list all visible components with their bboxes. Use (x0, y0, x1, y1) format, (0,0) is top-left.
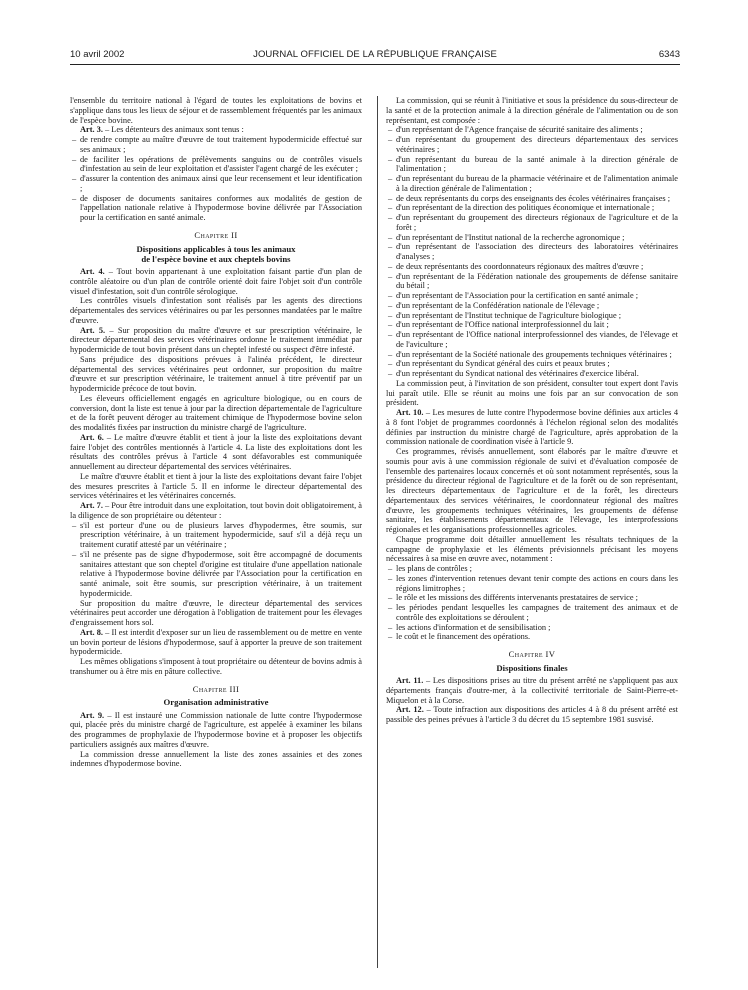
article-10-list (386, 564, 678, 642)
article-7 (70, 501, 362, 521)
list-item: – le rôle et les missions des différents intervenants prestataires de service ; (388, 593, 638, 603)
list-item: – d'un représentant de l'Office national interprofessionnel des viandes, de l'élevage et de l'aviculture ; (388, 330, 678, 349)
article-label: Art. 6. (80, 432, 104, 442)
article-text: – Toute infraction aux dispositions des articles 4 à 8 du présent arrêté est passible des peines prévues à l'article 3 du décret du 15 septembre 1981 susvisé. (386, 705, 678, 725)
paragraph: Le maître d'œuvre établit et tient à jour la liste des exploitations devant faire l'objet des mesures prescrites à l'article 5. Il en informe le directeur départemental des services vétérinaires et les vétérinaires concernés. (70, 471, 362, 501)
page-header (70, 49, 680, 63)
list-item: – d'un représentant du bureau de la santé animale à la direction générale de l'alimentation ; (388, 154, 678, 174)
chapter-heading: Chapitre IV (508, 649, 556, 659)
list-item: – d'un représentant du groupement des directeurs départementaux des services vétérinaires ; (388, 135, 678, 154)
list-item: – les actions d'information et de sensibilisation ; (388, 622, 551, 632)
article-label: Art. 10. (396, 408, 424, 417)
paragraph: Ces programmes, révisés annuellement, sont élaborés par le maître d'œuvre et soumis pour avis à une commission régionale de suivi et d'évaluation composée de l'ensemble des partenaires locaux concernés et où sont notamment représentés, sous la présidence du directeur régional de l'agriculture et de la forêt ou de son représentant, les directeurs départementaux de l'agriculture et de la forêt, les directeurs départementaux des services vétérinaires, le coordonnateur régional des maîtres d'œuvre, les groupements techniques vétérinaires, les groupements de défense sanitaire, les établissements départementaux de l'élevage, les interprofessions régionales et les organisations professionnelles agricoles. (386, 447, 678, 534)
page-number: 6343 (658, 49, 680, 60)
intro-paragraph: l'ensemble du territoire national à l'égard de toutes les exploitations de bovins et s'applique dans tous les lieux de séjour et de rassemblement fréquentés par les animaux de l'espèce bovine. (70, 96, 362, 125)
article-text: – Les détenteurs des animaux sont tenus : (102, 125, 244, 135)
paragraph: Chaque programme doit détailler annuellement les résultats techniques de la campagne de prophylaxie et les éléments prévisionnels précisant les moyens nécessaires à sa mise en œuvre avec, notamment : (386, 534, 678, 564)
list-item: – d'assurer la contention des animaux ainsi que leur recensement et leur identification ; (72, 174, 362, 193)
paragraph: Sur proposition du maître d'œuvre, le directeur départemental des services vétérinaires peut accorder une dérogation à l'obligation de traitement pour les élevages d'engraissement hors sol. (70, 598, 362, 628)
list-item: – de deux représentants du corps des enseignants des écoles vétérinaires françaises ; (388, 193, 671, 203)
article-8 (70, 628, 362, 657)
left-column (70, 96, 362, 769)
list-item: – d'un représentant de l'Association pour la certification en santé animale ; (388, 291, 639, 300)
chapter-heading: Chapitre III (192, 683, 240, 694)
list-item: – de rendre compte au maître d'œuvre de tout traitement hypodermicide effectué sur ses animaux ; (72, 135, 362, 154)
list-item: – d'un représentant de l'Office national interprofessionnel du lait ; (388, 320, 609, 330)
chapter-heading: Chapitre II (194, 229, 238, 240)
list-item: – d'un représentant du groupement des directeurs régionaux de l'agriculture et de la forêt ; (388, 213, 678, 232)
article-11 (386, 676, 678, 705)
right-column (386, 96, 678, 725)
chapter-title: Dispositions applicables à tous les animaux de l'espèce bovine et aux cheptels bovins (136, 243, 296, 264)
list-item: – d'un représentant de la Société nationale des groupements techniques vétérinaires ; (388, 349, 672, 359)
column-divider (377, 96, 378, 968)
list-item: – d'un représentant de la Confédération nationale de l'élevage ; (388, 300, 600, 310)
list-item: – d'un représentant de l'Agence française de sécurité sanitaire des aliments ; (388, 125, 643, 135)
article-10 (386, 408, 678, 447)
article-5 (70, 326, 362, 355)
paragraph: Les contrôles visuels d'infestation sont réalisés par les agents des directions départementales des services vétérinaires ou par les personnes mandatées par le maître d'œuvre. (70, 296, 362, 325)
article-label: Art. 9. (80, 710, 105, 720)
chapter-title: Organisation administrative (163, 697, 269, 708)
article-text: – Sur proposition du maître d'œuvre et sur prescription vétérinaire, le directeur départemental des services vétérinaires ordonne le traitement immédiat par hypodermicide de tout bovin présent dans un cheptel infesté ou suspect d'être infesté. (70, 325, 363, 355)
article-label: Art. 12. (396, 705, 424, 715)
article-6 (70, 433, 362, 472)
list-item: – les périodes pendant lesquelles les campagnes de traitement des animaux et de contrôle des exploitations se déroulent ; (388, 603, 678, 622)
issue-date: 10 avril 2002 (70, 49, 125, 60)
paragraph: La commission dresse annuellement la liste des zones assainies et des zones indemnes d'hypodermose bovine. (70, 749, 362, 769)
article-text: – Les dispositions prises au titre du présent arrêté ne s'appliquent pas aux départements français d'outre-mer, à la collectivité territoriale de Saint-Pierre-et-Miquelon et à la Corse. (386, 676, 678, 705)
commission-members-list (386, 125, 678, 379)
article-9 (70, 711, 362, 750)
article-label: Art. 8. (80, 627, 104, 637)
list-item: – d'un représentant du Syndicat général des cuirs et peaux brutes ; (388, 359, 610, 369)
list-item: – de deux représentants des coordonnateurs régionaux des maîtres d'œuvre ; (388, 261, 644, 271)
article-label: Art. 7. (80, 501, 103, 511)
list-item: – s'il est porteur d'une ou de plusieurs larves d'hypodermes, être soumis, sur prescription vétérinaire, à un traitement hypodermicide, sauf s'il a déjà reçu un traitement curatif attesté par un vétérinaire ; (72, 520, 362, 550)
article-label: Art. 4. (80, 267, 105, 277)
article-text: – Il est interdit d'exposer sur un lieu de rassemblement ou de mettre en vente un bovin porteur de lésions d'hypodermose, sauf à apporter la preuve de son traitement hypodermicide. (70, 627, 363, 657)
paragraph: La commission, qui se réunit à l'initiative et sous la présidence du sous-directeur de la santé et de la protection animale à la direction générale de l'alimentation ou de son représentant, est composée : (386, 96, 678, 125)
article-4 (70, 267, 362, 296)
list-item: – d'un représentant du bureau de la pharmacie vétérinaire et de l'alimentation animale à la direction générale de l'alimentation ; (388, 174, 678, 193)
list-item: – d'un représentant de l'association des directeurs des laboratoires vétérinaires d'analyses ; (388, 242, 678, 261)
paragraph: Les mêmes obligations s'imposent à tout propriétaire ou détenteur de bovins admis à transhumer ou à être mis en pâture collective. (70, 657, 362, 676)
list-item: – de faciliter les opérations de prélèvements sanguins ou de contrôles visuels d'infestation au sein de leur exploitation et d'assister l'agent chargé de les exécuter ; (72, 154, 362, 174)
list-item: – d'un représentant du Syndicat national des vétérinaires d'exercice libéral. (388, 369, 639, 378)
paragraph: Les éleveurs officiellement engagés en agriculture biologique, ou en cours de conversion, dont la liste est tenue à jour par la direction départementale de l'agriculture et de la forêt peuvent déroger au traitement chimique de l'hypodermose bovine selon des modalités fixées par instruction du ministre chargé de l'agriculture. (70, 393, 362, 433)
chapter-title: Dispositions finales (496, 662, 568, 673)
list-item: – d'un représentant de l'Institut technique de l'agriculture biologique ; (388, 310, 622, 320)
article-7-list (70, 521, 362, 599)
article-label: Art. 5. (80, 325, 106, 335)
article-text: – Il est instauré une Commission nationale de lutte contre l'hypodermose qui, placée près du ministre chargé de l'agriculture, est appelée à examiner les bilans des programmes de prophylaxie de l'hypodermose bovine et à proposer les objectifs particuliers assignés aux maîtres d'œuvre. (70, 710, 362, 749)
paragraph: Sans préjudice des dispositions prévues à l'alinéa précédent, le directeur départemental des services vétérinaires peut ordonner, sur proposition du maître d'œuvre et sur prescription vétérinaire, le traitement annuel à titre préventif par un hypodermicide précoce de tout bovin. (70, 354, 362, 394)
journal-title: JOURNAL OFFICIEL DE LA RÉPUBLIQUE FRANÇAISE (253, 49, 497, 60)
list-item: – les plans de contrôles ; (388, 564, 473, 573)
article-3-list (70, 135, 362, 223)
list-item: – s'il ne présente pas de signe d'hypodermose, soit être accompagné de documents sanitaires attestant que son cheptel d'origine est titulaire d'une appellation nationale relative à l'hypodermose bovine délivrée par l'Association pour la certification en santé animale, soit être soumis, sur prescription vétérinaire, à un traitement hypodermicide. (72, 549, 362, 598)
article-text: – Le maître d'œuvre établit et tient à jour la liste des exploitations devant faire l'objet des contrôles mentionnés à l'article 4. La liste des exploitations dont les résultats des contrôles prévus à l'article 4 sont défavorables est communiquée annuellement au directeur départemental des services vétérinaires. (70, 432, 362, 472)
list-item: – de disposer de documents sanitaires conformes aux modalités de gestion de l'appellation nationale relative à l'hypodermose bovine délivrée par l'Association pour la certification en santé animale. (72, 193, 362, 222)
article-label: Art. 3. (80, 125, 103, 135)
list-item: – le coût et le financement des opérations. (388, 632, 531, 642)
article-text: – Les mesures de lutte contre l'hypodermose bovine définies aux articles 4 à 8 font l'objet de programmes coordonnés à l'échelon régional selon des modalités définies par instruction du ministre chargé de l'agriculture, après approbation de la commission nationale de coordination visée à l'article 9. (386, 408, 679, 447)
article-label: Art. 11. (396, 676, 424, 686)
article-12 (386, 705, 678, 725)
header-rule (70, 64, 680, 65)
list-item: – d'un représentant de la Fédération nationale des groupements de défense sanitaire du bétail ; (388, 271, 678, 291)
article-3 (70, 125, 362, 135)
list-item: – d'un représentant de l'Institut national de la recherche agronomique ; (388, 232, 625, 242)
article-text: – Tout bovin appartenant à une exploitation faisant partie d'un plan de contrôle aléatoire ou d'un plan de contrôle orienté doit faire l'objet soit d'un contrôle visuel d'infestation, soit d'un contrôle sérologique. (70, 267, 362, 296)
paragraph: La commission peut, à l'invitation de son président, consulter tout expert dont l'avis lui paraît utile. Elle se réunit au moins une fois par an sur convocation de son président. (386, 378, 678, 408)
article-text: – Pour être introduit dans une exploitation, tout bovin doit obligatoirement, à la diligence de son propriétaire ou détenteur : (70, 501, 363, 520)
list-item: – les zones d'intervention retenues devant tenir compte des actions en cours dans les régions limitrophes ; (388, 573, 678, 593)
list-item: – d'un représentant de la direction des politiques économique et internationale ; (388, 203, 655, 213)
